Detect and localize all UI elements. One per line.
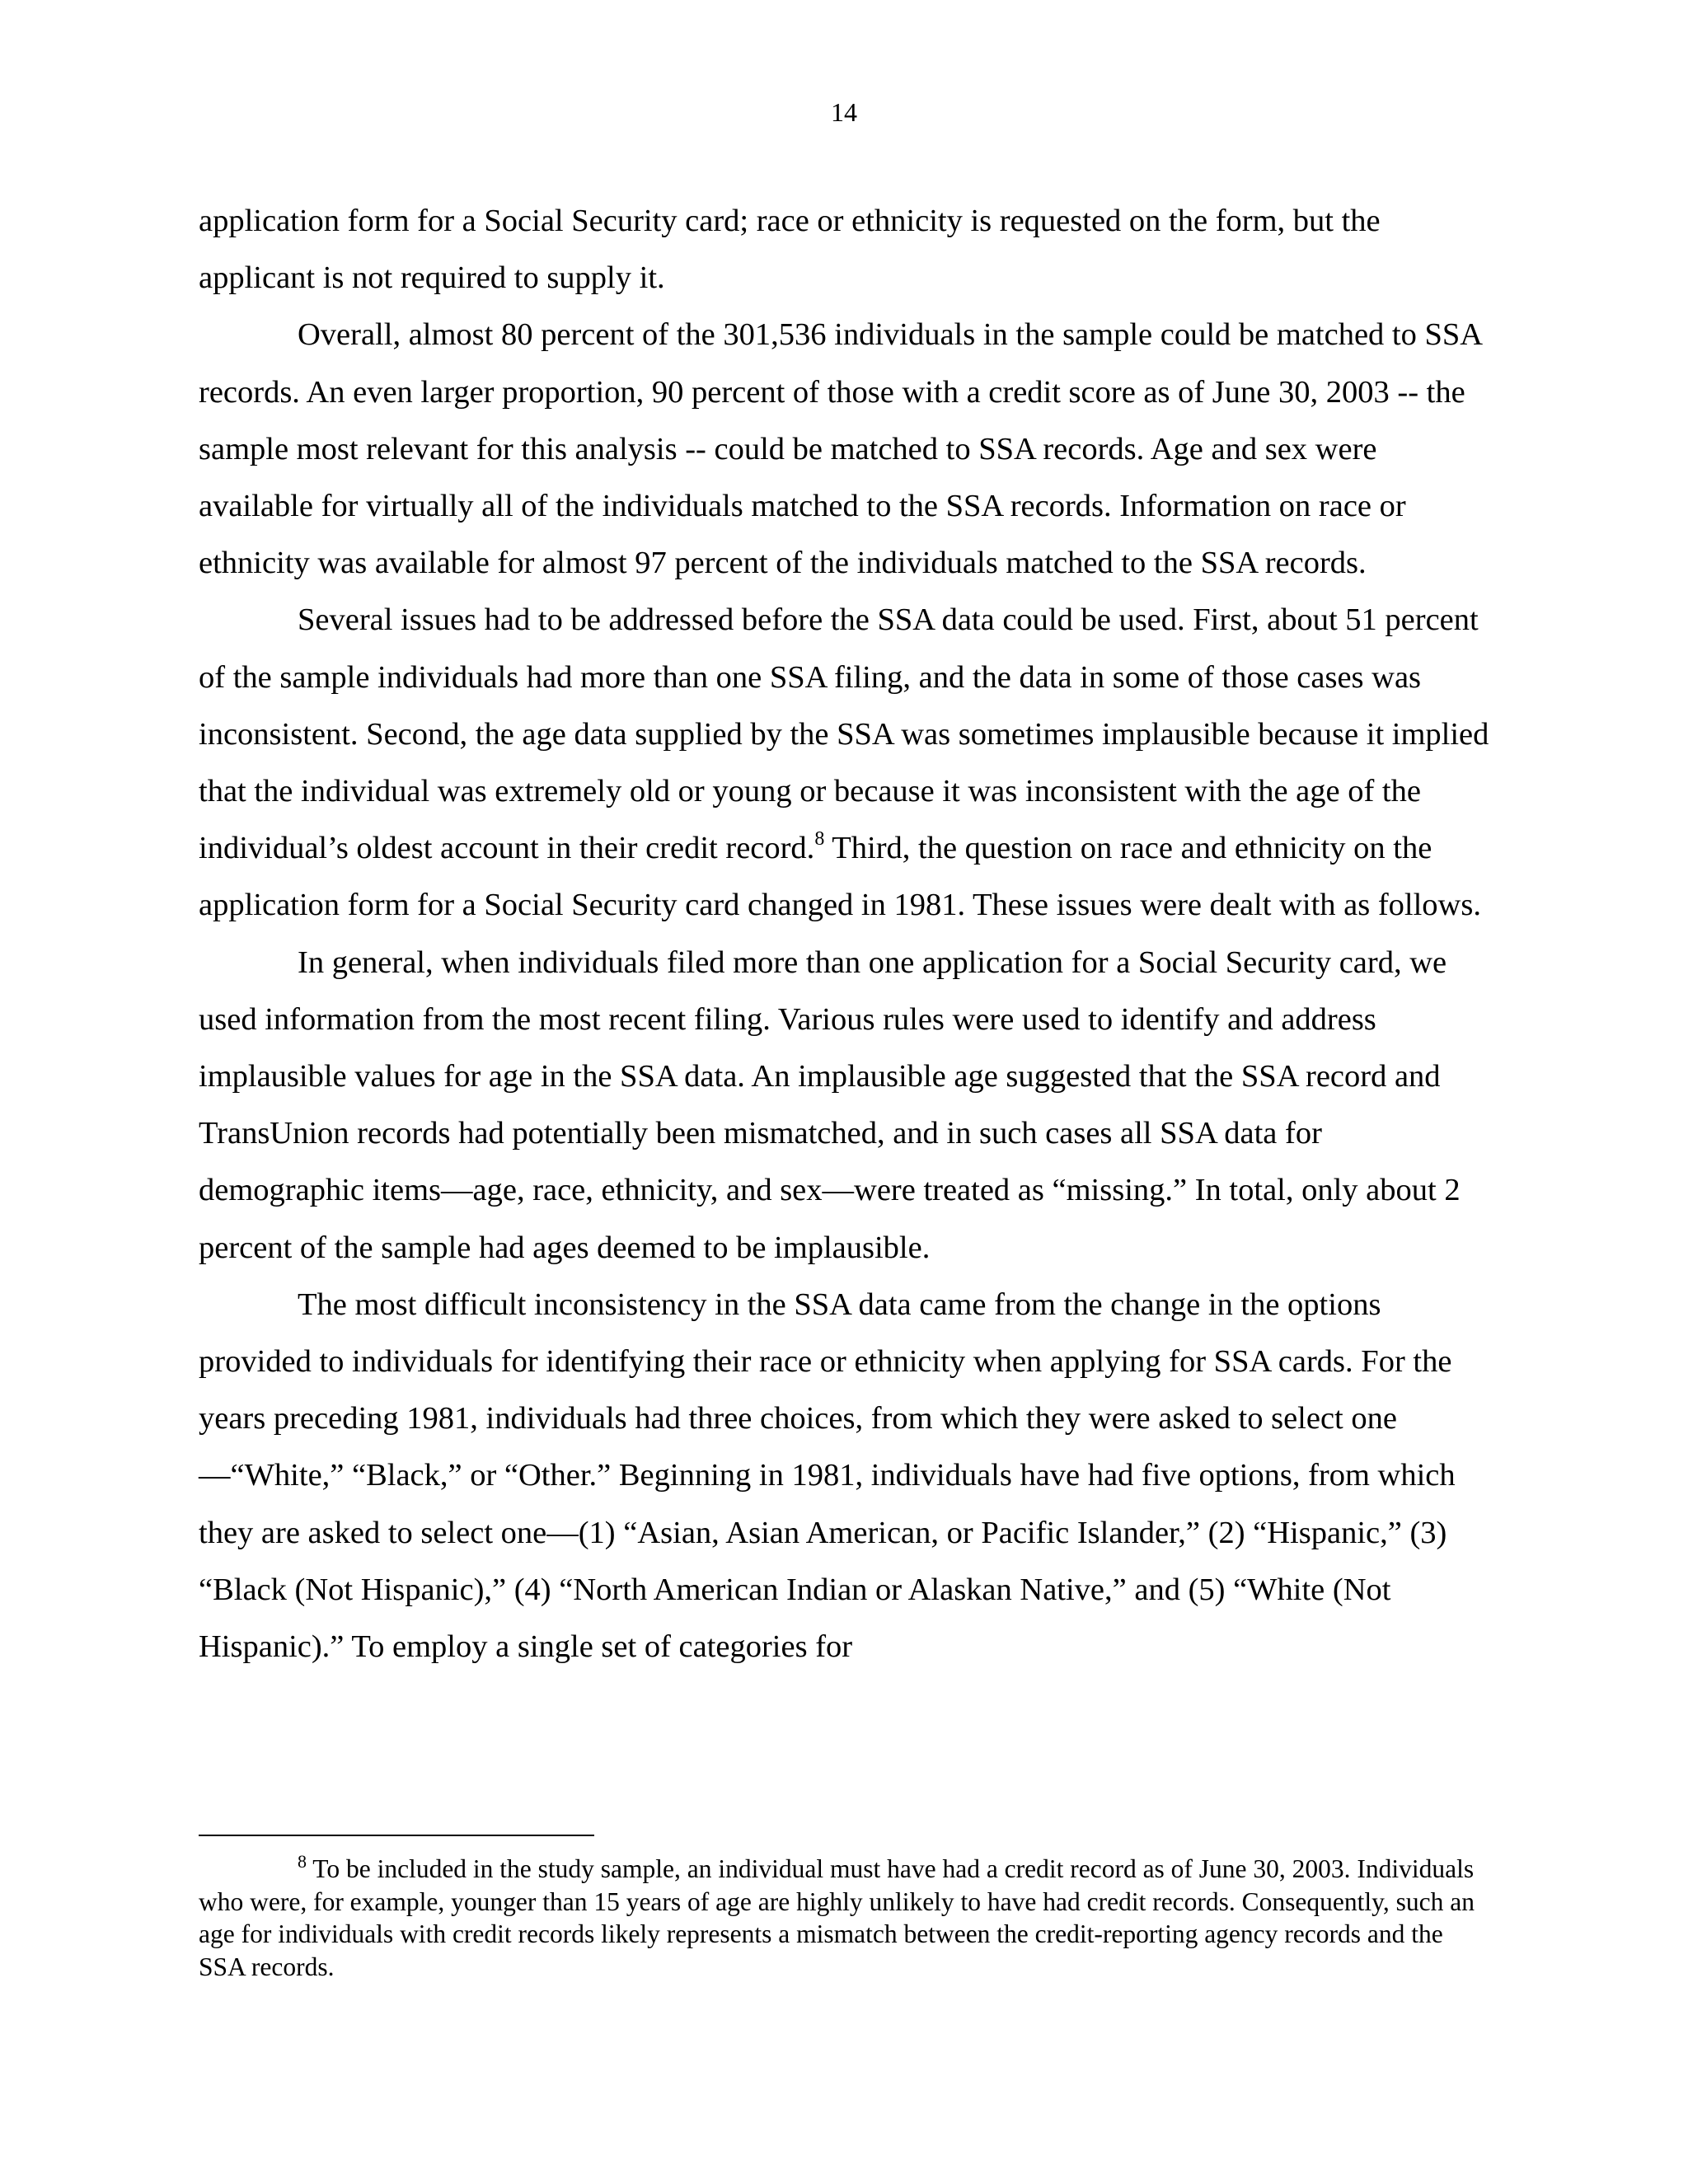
body-text bbox=[199, 193, 1491, 1675]
paragraph-3-text-before: Several issues had to be addressed before the SSA data could be used. First, about 51 percent of the sample individuals had more than one SSA filing, and the data in some of those cases was inconsistent. Second, the age data supplied by the SSA was sometimes implausible because it implied that the individual was extremely old or young or because it was inconsistent with the age of the individual’s oldest account in their credit record. bbox=[199, 602, 1489, 866]
page-number: 14 bbox=[831, 97, 857, 127]
paragraph-3 bbox=[199, 592, 1491, 934]
footnote-8 bbox=[199, 1853, 1491, 1983]
paragraph-4: In general, when individuals filed more than one application for a Social Security card, we used information from the most recent filing. Various rules were used to identify and address implausible values for age in the SSA data. An implausible age suggested that the SSA record and TransUnion records had potentially been mismatched, and in such cases all SSA data for demographic items—age, race, ethnicity, and sex—were treated as “missing.” In total, only about 2 percent of the sample had ages deemed to be implausible. bbox=[199, 944, 1461, 1265]
footnote-text: To be included in the study sample, an individual must have had a credit record as of June 30, 2003. Individuals who were, for example, younger than 15 years of age are highly unlikely to have had credit records. Consequently, such an age for individuals with credit records likely represents a mismatch between the credit-reporting agency records and the SSA records. bbox=[199, 1854, 1475, 1981]
footnote-reference-8[interactable]: 8 bbox=[814, 828, 825, 851]
footnote-separator bbox=[199, 1835, 594, 1836]
paragraph-3-text-after: Third, the question on race and ethnicity on the application form for a Social Security card changed in 1981. These issues were dealt with as follows. bbox=[199, 831, 1481, 923]
paragraph-2: Overall, almost 80 percent of the 301,536 individuals in the sample could be matched to SSA records. An even larger proportion, 90 percent of those with a credit score as of June 30, 2003 -- the sample most relevant for this analysis -- could be matched to SSA records. Age and sex were available for virtually all of the individuals matched to the SSA records. Information on race or ethnicity was available for almost 97 percent of the individuals matched to the SSA records. bbox=[199, 317, 1481, 581]
paragraph-1: application form for a Social Security card; race or ethnicity is requested on the form, but the applicant is not required to supply it. bbox=[199, 204, 1381, 296]
paragraph-5: The most difficult inconsistency in the SSA data came from the change in the options provided to individuals for identifying their race or ethnicity when applying for SSA cards. For the years preceding 1981, individuals had three choices, from which they were asked to select one—“White,” “Black,” or “Other.” Beginning in 1981, individuals have had five options, from which they are asked to select one—(1) “Asian, Asian American, or Pacific Islander,” (2) “Hispanic,” (3) “Black (Not Hispanic),” (4) “North American Indian or Alaskan Native,” and (5) “White (Not Hispanic).” To employ a single set of categories for bbox=[199, 1286, 1456, 1665]
footnote-marker: 8 bbox=[298, 1851, 307, 1872]
